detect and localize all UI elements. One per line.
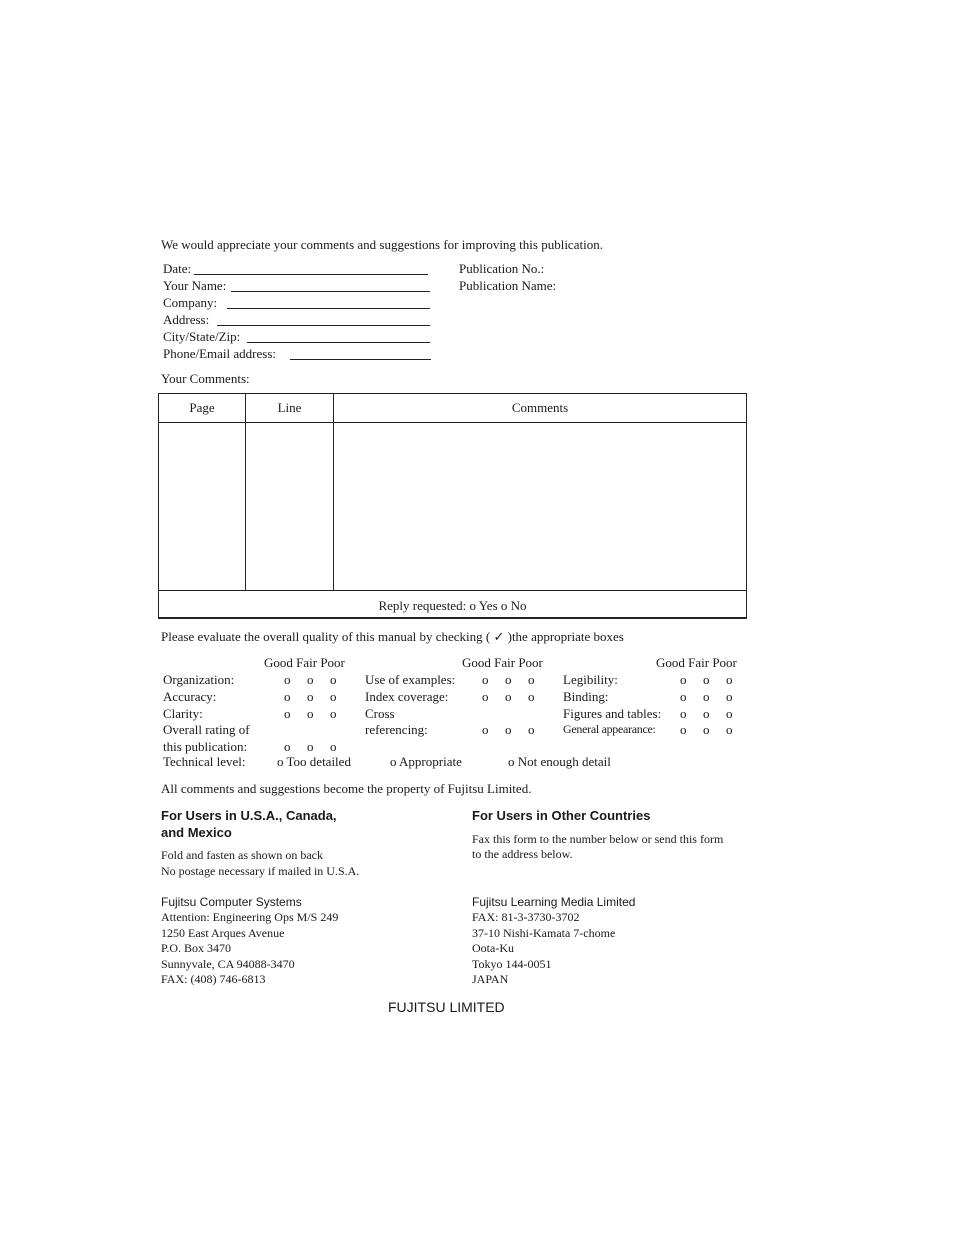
radio-fair[interactable]: o — [505, 722, 512, 737]
radio-good[interactable]: o — [680, 689, 687, 704]
radio-poor[interactable]: o — [726, 706, 733, 721]
date-label: Date: — [163, 261, 192, 276]
footer-company: FUJITSU LIMITED — [388, 999, 505, 1015]
radio-poor[interactable]: o — [528, 722, 535, 737]
header-comments: Comments — [511, 400, 569, 415]
radio-fair[interactable]: o — [703, 689, 710, 704]
radio-poor[interactable]: o — [726, 722, 733, 737]
radio-good[interactable]: o — [680, 706, 687, 721]
usa-address-line: Sunnyvale, CA 94088-3470 — [161, 957, 295, 971]
eval-accuracy: Accuracy: — [163, 689, 217, 704]
other-fax-instructions-2: to the address below. — [472, 847, 573, 861]
eval-figures-tables: Figures and tables: — [563, 706, 662, 721]
company-label: Company: — [163, 295, 218, 310]
radio-poor[interactable]: o — [726, 689, 733, 704]
usa-company: Fujitsu Computer Systems — [161, 895, 302, 909]
radio-fair[interactable]: o — [703, 722, 710, 737]
usa-fold: Fold and fasten as shown on back — [161, 848, 323, 862]
eval-clarity: Clarity: — [163, 706, 203, 721]
address-label: Address: — [163, 312, 210, 327]
page-cell[interactable] — [160, 423, 244, 589]
eval-overall-2: this publication: — [163, 739, 248, 754]
comments-table — [158, 393, 747, 619]
line-cell[interactable] — [247, 423, 332, 589]
other-address-line: Oota-Ku — [472, 941, 514, 955]
eval-binding: Binding: — [563, 689, 609, 704]
city-field[interactable] — [247, 342, 430, 343]
header-line: Line — [277, 400, 302, 415]
eval-general-appearance: General appearance: — [563, 722, 656, 736]
evaluate-text: Please evaluate the overall quality of this manual by checking ( ✓ )the appropriate boxes — [161, 629, 624, 644]
radio-good[interactable]: o — [284, 689, 291, 704]
usa-address-line: P.O. Box 3470 — [161, 941, 232, 955]
column-divider — [333, 394, 334, 590]
header-page: Page — [189, 400, 215, 415]
property-notice: All comments and suggestions become the property of Fujitsu Limited. — [161, 781, 532, 796]
radio-good[interactable]: o — [680, 672, 687, 687]
ratings-header-1: Good Fair Poor — [264, 655, 345, 670]
comments-label: Your Comments: — [161, 371, 250, 386]
usa-address-line: 1250 East Arques Avenue — [161, 926, 285, 940]
eval-overall-1: Overall rating of — [163, 722, 250, 737]
other-address-line: JAPAN — [472, 972, 509, 986]
name-field[interactable] — [231, 291, 430, 292]
name-label: Your Name: — [163, 278, 227, 293]
usa-heading-2: and Mexico — [161, 825, 232, 840]
eval-cross: Cross — [365, 706, 395, 721]
radio-fair[interactable]: o — [505, 672, 512, 687]
radio-poor[interactable]: o — [330, 689, 337, 704]
other-address-line: 37-10 Nishi-Kamata 7-chome — [472, 926, 616, 940]
comments-cell[interactable] — [335, 423, 745, 589]
other-fax-instructions-1: Fax this form to the number below or send this form — [472, 832, 724, 846]
publication-name-label: Publication Name: — [459, 278, 557, 293]
radio-good[interactable]: o — [482, 722, 489, 737]
radio-good[interactable]: o — [482, 672, 489, 687]
other-heading: For Users in Other Countries — [472, 808, 651, 823]
radio-poor[interactable]: o — [330, 672, 337, 687]
technical-too-detailed[interactable]: o Too detailed — [277, 754, 351, 769]
radio-good[interactable]: o — [284, 672, 291, 687]
usa-address-line: Attention: Engineering Ops M/S 249 — [161, 910, 339, 924]
radio-good[interactable]: o — [284, 706, 291, 721]
radio-fair[interactable]: o — [307, 689, 314, 704]
radio-fair[interactable]: o — [307, 706, 314, 721]
radio-poor[interactable]: o — [726, 672, 733, 687]
publication-number-label: Publication No.: — [459, 261, 545, 276]
usa-postage: No postage necessary if mailed in U.S.A. — [161, 864, 360, 878]
radio-poor[interactable]: o — [330, 739, 337, 754]
technical-not-enough[interactable]: o Not enough detail — [508, 754, 611, 769]
technical-appropriate[interactable]: o Appropriate — [390, 754, 462, 769]
eval-organization: Organization: — [163, 672, 235, 687]
eval-legibility: Legibility: — [563, 672, 618, 687]
phone-field[interactable] — [290, 359, 431, 360]
date-field[interactable] — [194, 274, 428, 275]
radio-good[interactable]: o — [680, 722, 687, 737]
radio-fair[interactable]: o — [703, 672, 710, 687]
ratings-header-2: Good Fair Poor — [462, 655, 543, 670]
city-label: City/State/Zip: — [163, 329, 241, 344]
phone-label: Phone/Email address: — [163, 346, 277, 361]
eval-use-of-examples: Use of examples: — [365, 672, 456, 687]
radio-poor[interactable]: o — [330, 706, 337, 721]
usa-heading-1: For Users in U.S.A., Canada, — [161, 808, 337, 823]
radio-good[interactable]: o — [284, 739, 291, 754]
other-address-line: FAX: 81-3-3730-3702 — [472, 910, 580, 924]
technical-level-label: Technical level: — [163, 754, 246, 769]
usa-address-line: FAX: (408) 746-6813 — [161, 972, 266, 986]
radio-fair[interactable]: o — [703, 706, 710, 721]
eval-index-coverage: Index coverage: — [365, 689, 449, 704]
company-field[interactable] — [227, 308, 430, 309]
column-divider — [245, 394, 246, 590]
radio-fair[interactable]: o — [307, 739, 314, 754]
other-address-line: Tokyo 144-0051 — [472, 957, 552, 971]
other-company: Fujitsu Learning Media Limited — [472, 895, 636, 909]
radio-poor[interactable]: o — [528, 689, 535, 704]
reply-requested[interactable]: Reply requested: o Yes o No — [378, 598, 527, 613]
radio-fair[interactable]: o — [505, 689, 512, 704]
ratings-header-3: Good Fair Poor — [656, 655, 737, 670]
address-field[interactable] — [217, 325, 430, 326]
radio-good[interactable]: o — [482, 689, 489, 704]
radio-poor[interactable]: o — [528, 672, 535, 687]
intro-text: We would appreciate your comments and suggestions for improving this publication. — [161, 237, 603, 252]
eval-referencing: referencing: — [365, 722, 428, 737]
reply-divider — [159, 590, 746, 591]
radio-fair[interactable]: o — [307, 672, 314, 687]
